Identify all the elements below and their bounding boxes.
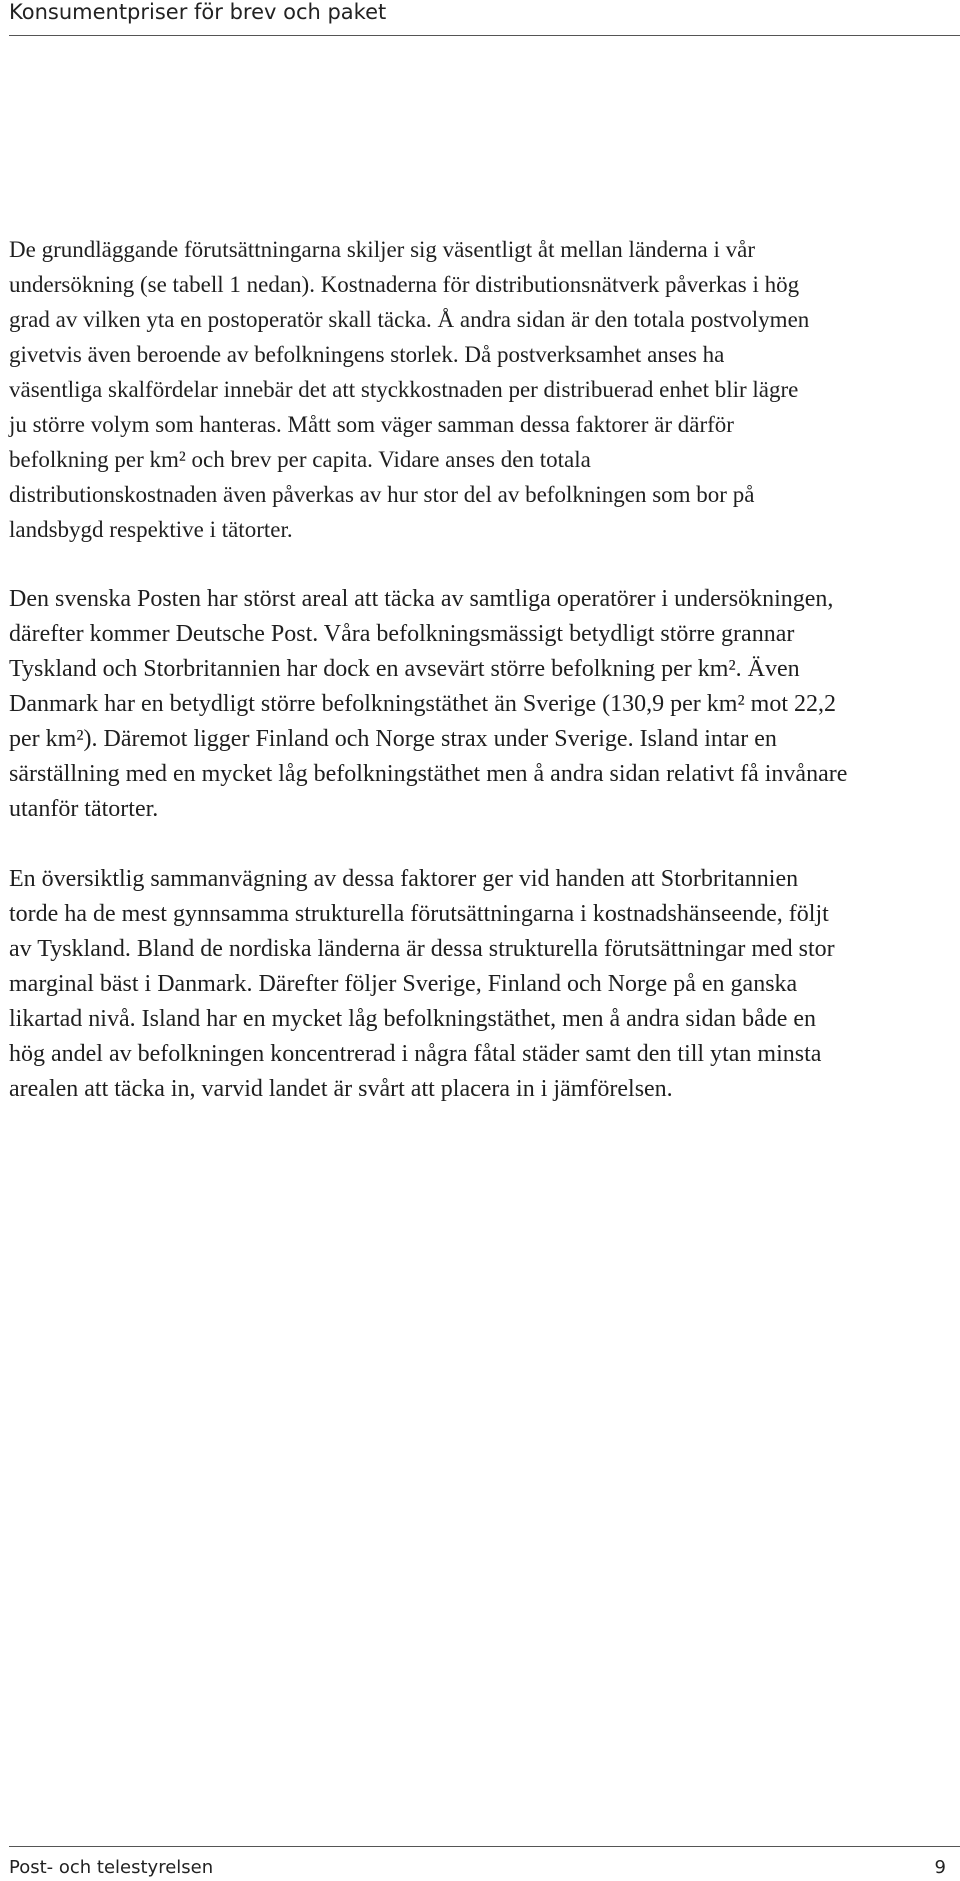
running-header [9, 0, 960, 36]
text-line: En översiktlig sammanvägning av dessa faktorer ger vid handen att Storbritannien [9, 866, 799, 892]
text-line: ju större volym som hanteras. Mått som väger samman dessa faktorer är därför [9, 412, 734, 437]
paragraph [9, 232, 950, 547]
text-line: befolkning per km² och brev per capita. Vidare anses den totala [9, 447, 591, 472]
text-line: torde ha de mest gynnsamma strukturella förutsättningarna i kostnadshänseende, följt [9, 901, 829, 927]
text-line: hög andel av befolkningen koncentrerad i några fåtal städer samt den till ytan minsta [9, 1041, 822, 1067]
paragraph [9, 582, 950, 827]
text-line: De grundläggande förutsättningarna skiljer sig väsentligt åt mellan länderna i vår [9, 237, 755, 262]
text-line: grad av vilken yta en postoperatör skall täcka. Å andra sidan är den totala postvolymen [9, 307, 810, 332]
paragraph [9, 862, 950, 1107]
text-line: utanför tätorter. [9, 796, 159, 822]
text-line: Tyskland och Storbritannien har dock en avsevärt större befolkning per km². Även [9, 656, 800, 682]
text-line: arealen att täcka in, varvid landet är svårt att placera in i jämförelsen. [9, 1076, 673, 1102]
running-footer [9, 1846, 960, 1881]
body-text [9, 232, 950, 1107]
text-line: landsbygd respektive i tätorter. [9, 517, 293, 542]
text-line: Den svenska Posten har störst areal att täcka av samtliga operatörer i undersökningen, [9, 586, 834, 612]
text-line: undersökning (se tabell 1 nedan). Kostnaderna för distributionsnätverk påverkas i hög [9, 272, 800, 297]
footer-publisher: Post- och telestyrelsen [9, 1857, 214, 1878]
page-number: 9 [934, 1857, 946, 1878]
text-line: givetvis även beroende av befolkningens storlek. Då postverksamhet anses ha [9, 342, 725, 367]
text-line: av Tyskland. Bland de nordiska länderna är dessa strukturella förutsättningar med stor [9, 936, 835, 962]
text-line: särställning med en mycket låg befolkningstäthet men å andra sidan relativt få invånare [9, 761, 848, 787]
text-line: därefter kommer Deutsche Post. Våra befolkningsmässigt betydligt större grannar [9, 621, 795, 647]
text-line: Danmark har en betydligt större befolkningstäthet än Sverige (130,9 per km² mot 22,2 [9, 691, 836, 717]
text-line: per km²). Däremot ligger Finland och Norge strax under Sverige. Island intar en [9, 726, 777, 752]
text-line: distributionskostnaden även påverkas av hur stor del av befolkningen som bor på [9, 482, 755, 507]
text-line: väsentliga skalfördelar innebär det att styckkostnaden per distribuerad enhet blir lägre [9, 377, 799, 402]
text-line: likartad nivå. Island har en mycket låg befolkningstäthet, men å andra sidan både en [9, 1006, 817, 1032]
document-title: Konsumentpriser för brev och paket [9, 0, 387, 24]
text-line: marginal bäst i Danmark. Därefter följer Sverige, Finland och Norge på en ganska [9, 971, 798, 997]
